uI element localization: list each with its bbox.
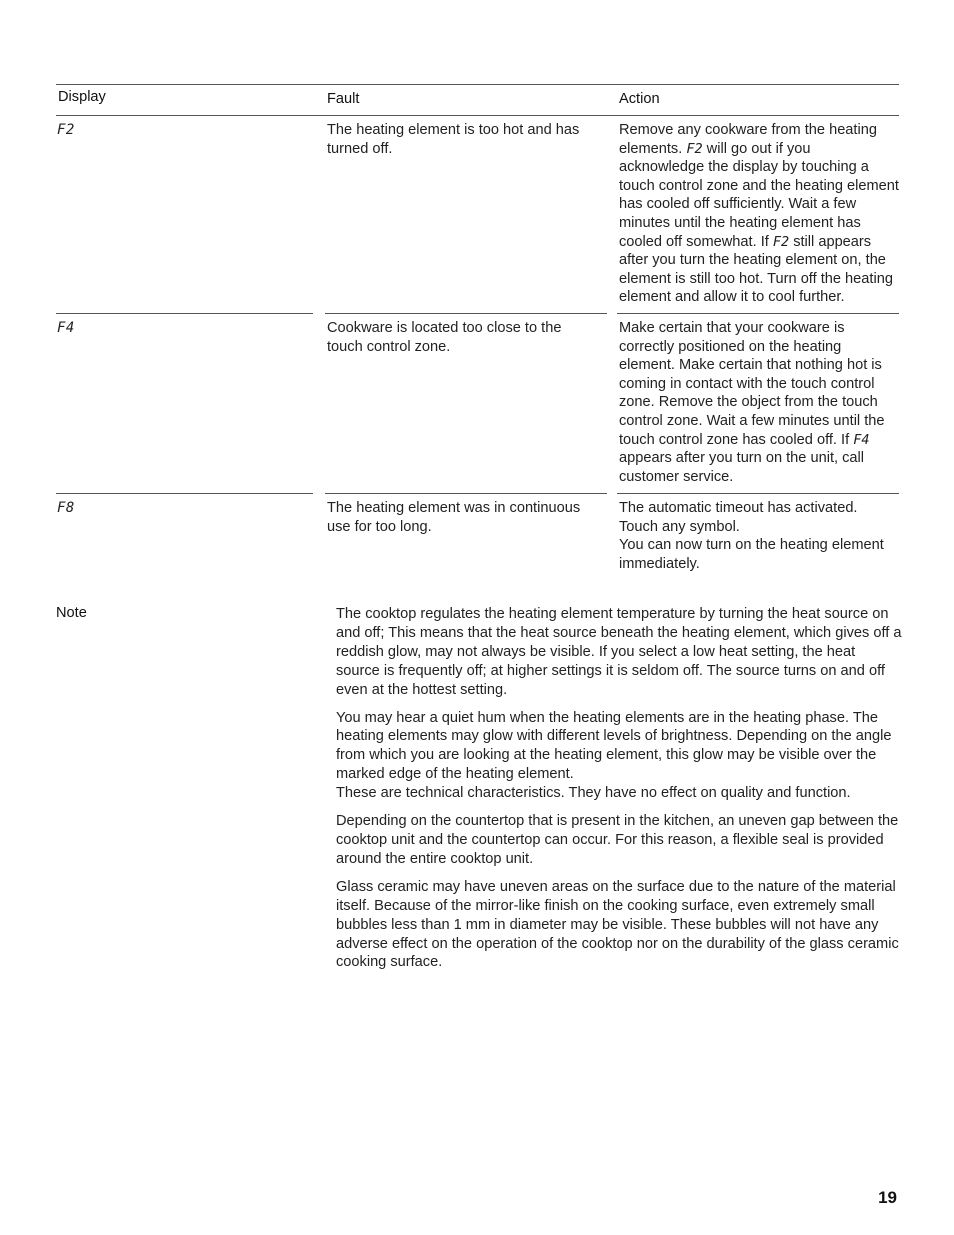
note-text: You may hear a quiet hum when the heating elements are in the heating phase. The heating elements may glow with different levels of brightness. Depending on the angle from which you are looking at the heating element, this glow may be visible over the marked edge of the heating element. [336, 709, 892, 783]
header-fault: Fault [327, 91, 360, 107]
inline-code: F4 [853, 431, 870, 448]
inline-code: F2 [772, 233, 790, 250]
action-text [619, 121, 899, 307]
action-text-part: Remove any cookware from the heating elements. [619, 122, 877, 157]
row-rule [617, 493, 899, 494]
row-rule [56, 313, 313, 314]
inline-code: F2 [686, 140, 703, 157]
row-rule [56, 493, 313, 494]
note-body [336, 605, 902, 981]
fault-text: The heating element was in continuous use for too long. [327, 500, 581, 535]
action-text-part: will go out if you acknowledge the display by touching a touch control zone and the heating element has cooled off sufficiently. Wait a few minutes until the heating element has cooled off somewhat. If [619, 140, 899, 250]
display-code-f8: F8 [57, 500, 75, 516]
action-line: The automatic timeout has activated. Touch any symbol. [619, 500, 858, 535]
note-text: These are technical characteristics. They have no effect on quality and function. [336, 785, 851, 802]
note-paragraph: The cooktop regulates the heating element temperature by turning the heat source on and off; This means that the heat source beneath the heating element, which gives off a reddish glow, may not always be visible. If you select a low heat setting, the heat source is frequently off; at higher settings it is seldom off. The source turns on and off even at the hottest setting. [336, 606, 902, 698]
page-number: 19 [878, 1188, 897, 1207]
note-paragraph: Depending on the countertop that is present in the kitchen, an uneven gap between the cooktop unit and the countertop can occur. For this reason, a flexible seal is provided around the entire cooktop unit. [336, 813, 899, 867]
row-rule [617, 313, 899, 314]
action-text-part: still appears after you turn the heating element on, the element is still too hot. Turn off the heating element and allow it to cool further. [619, 233, 893, 306]
fault-text: Cookware is located too close to the touch control zone. [327, 320, 562, 355]
row-rule [325, 313, 607, 314]
fault-text: The heating element is too hot and has turned off. [327, 122, 580, 157]
display-code-f4: F4 [57, 320, 75, 336]
table-header-rule [56, 115, 899, 116]
row-rule [325, 493, 607, 494]
action-line: You can now turn on the heating element immediately. [619, 537, 884, 572]
note-paragraph: Glass ceramic may have uneven areas on the surface due to the nature of the material itself. Because of the mirror-like finish on the cooking surface, even extremely small bubbles less than 1 mm in diameter may be visible. These bubbles will not have any adverse effect on the operation of the cooktop nor on the durability of the glass ceramic cooking surface. [336, 878, 899, 971]
note-label: Note [56, 605, 87, 621]
display-code-f2: F2 [57, 122, 75, 138]
action-text-part: appears after you turn on the unit, call customer service. [619, 450, 865, 485]
action-text-part: Make certain that your cookware is correctly positioned on the heating element. Make certain that nothing hot is coming in contact with the touch control zone. Remove the object from the touch control zone. Wait a few minutes until the touch control zone has cooled off. If [619, 320, 885, 448]
table-top-rule [56, 84, 899, 85]
note-paragraph [336, 709, 902, 804]
header-action: Action [619, 91, 660, 107]
action-text [619, 499, 899, 573]
action-text [619, 319, 899, 486]
header-display: Display [58, 89, 106, 105]
